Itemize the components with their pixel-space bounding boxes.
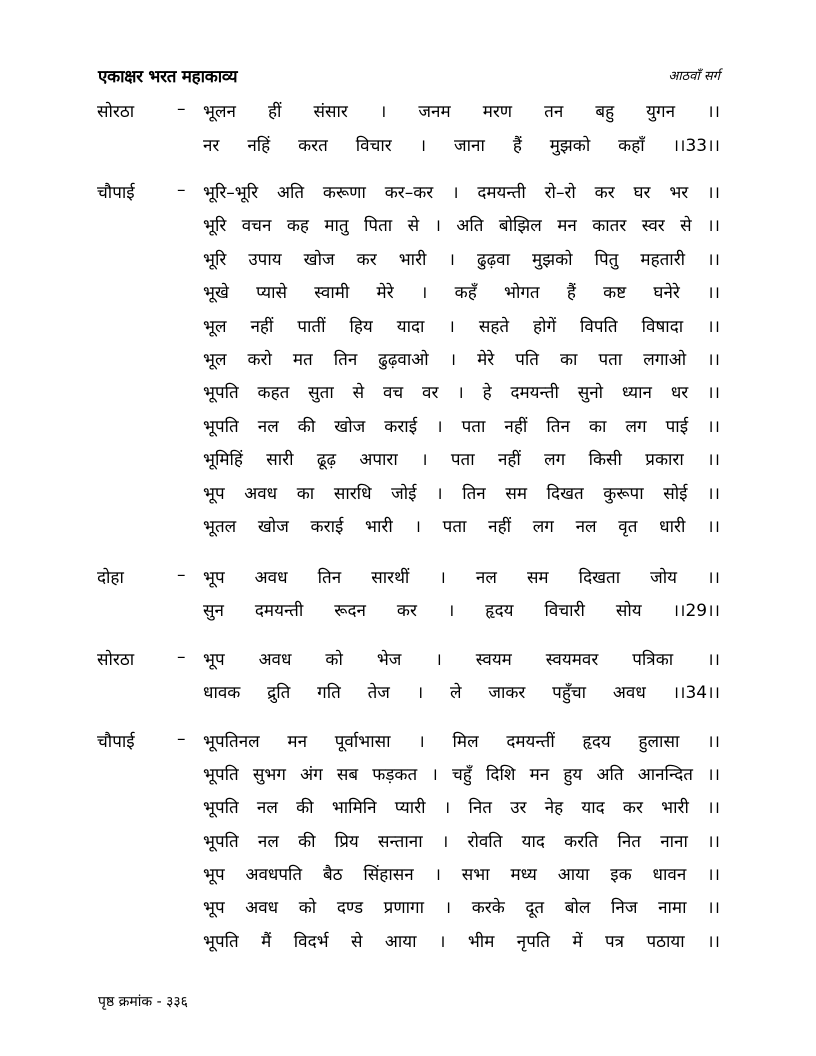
verse-line: भूपति नल की भामिनि प्यारी । नित उर नेह याद कर भारी ।।	[203, 798, 720, 818]
stanza-dash: –	[177, 565, 186, 585]
verse-line: भूप अवध को भेज । स्वयम स्वयमवर पत्रिका ।।	[203, 650, 720, 670]
stanza-label: सोरठा	[97, 102, 135, 122]
stanza-dash: –	[177, 99, 186, 119]
stanza-label: चौपाई	[97, 183, 135, 203]
book-title: एकाक्षर भरत महाकाव्य	[98, 67, 238, 87]
page-number: पृष्ठ क्रमांक - ३३६	[98, 994, 188, 1010]
verse-line: भूलन हीं संसार । जनम मरण तन बहु युगन ।।	[203, 102, 720, 122]
verse-line: भूपति मैं विदर्भ से आया । भीम नृपति में पत्र पठाया ।।	[203, 932, 720, 952]
verse-line: भूल नहीं पातीं हिय यादा । सहते होगें विपति विषादा ।।	[203, 317, 720, 337]
verse-line: भूपति नल की प्रिय सन्ताना । रोवति याद करति नित नाना ।।	[203, 832, 720, 852]
stanza-dash: –	[177, 647, 186, 667]
verse-line: भूप अवध को दण्ड प्रणागा । करके दूत बोल निज नामा ।।	[203, 898, 720, 918]
verse-line: भूपति नल की खोज कराई । पता नहीं तिन का लग पाई ।।	[203, 417, 720, 437]
stanza-label: चौपाई	[97, 732, 135, 752]
verse-line: भूप अवध तिन सारथीं । नल सम दिखता जोय ।।	[203, 568, 720, 588]
verse-line: नर नहिं करत विचार । जाना हैं मुझको कहाँ ।।33।।	[203, 136, 720, 156]
chapter-title: आठवाँ सर्ग	[668, 69, 720, 84]
verse-line: भूपतिनल मन पूर्वाभासा । मिल दमयन्तीं हृदय हुलासा ।।	[203, 732, 720, 752]
verse-line: भूमिहिं सारी ढूढ़ अपारा । पता नहीं लग किसी प्रकारा ।।	[203, 450, 720, 470]
verse-line: भूल करो मत तिन ढुढ़वाओ । मेरे पति का पता लगाओ ।।	[203, 350, 720, 370]
stanza-dash: –	[177, 180, 186, 200]
verse-line: भूरि वचन कह मातु पिता से । अति बोझिल मन कातर स्वर से ।।	[203, 216, 720, 236]
stanza-label: दोहा	[97, 568, 124, 588]
verse-line: धावक द्रुति गति तेज । ले जाकर पहुँचा अवध ।।34।।	[203, 683, 720, 703]
verse-line: भूरि उपाय खोज कर भारी । ढुढ़वा मुझको पितु महतारी ।।	[203, 250, 720, 270]
verse-line: भूप अवधपति बैठ सिंहासन । सभा मध्य आया इक धावन ।।	[203, 865, 720, 885]
verse-line: भूखे प्यासे स्वामी मेरे । कहँ भोगत हैं कष्ट घनेरे ।।	[203, 283, 720, 303]
stanza-dash: –	[177, 729, 186, 749]
verse-line: सुन दमयन्ती रूदन कर । हृदय विचारी सोय ।।29।।	[203, 601, 720, 621]
verse-line: भूपति सुभग अंग सब फड़कत । चहुँ दिशि मन हुय अति आनन्दित ।।	[203, 765, 720, 785]
verse-line: भूतल खोज कराई भारी । पता नहीं लग नल वृत धारी ।।	[203, 517, 720, 537]
verse-line: भूप अवध का सारधि जोई । तिन सम दिखत कुरूपा सोई ।।	[203, 484, 720, 504]
stanza-label: सोरठा	[97, 650, 135, 670]
verse-line: भूरि–भूरि अति करूणा कर–कर । दमयन्ती रो–रो कर घर भर ।।	[203, 183, 720, 203]
verse-line: भूपति कहत सुता से वच वर । हे दमयन्ती सुनो ध्यान धर ।।	[203, 383, 720, 403]
page-header	[98, 64, 720, 88]
